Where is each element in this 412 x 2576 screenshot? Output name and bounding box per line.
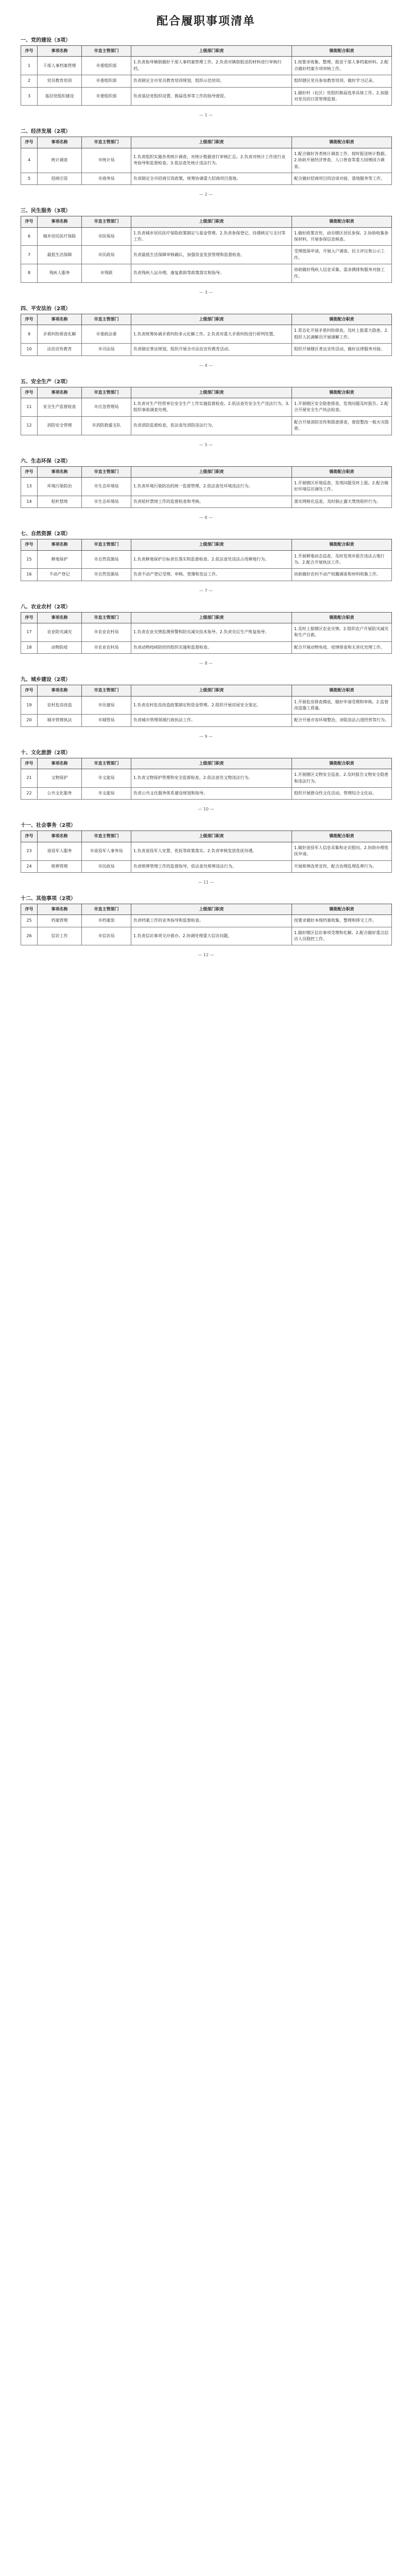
cell-name: 最低生活保障 [38, 246, 82, 264]
header-coop: 镇街配合职责 [292, 314, 392, 325]
header-coop: 镇街配合职责 [292, 46, 392, 57]
cell-dept: 市生态环境局 [82, 496, 131, 507]
page-number: — 3 — [199, 290, 213, 295]
cell-resp: 1.负责环境污染防治的统一监督管理。2.依法查处环境违法行为。 [131, 477, 292, 496]
header-seq: 序号 [21, 46, 38, 57]
cell-name: 基层党组织建设 [38, 87, 82, 106]
cell-resp: 1.负责城乡居民医疗保险政策制定与基金管理。2.负责参保登记、待遇核定与支付等工作。 [131, 227, 292, 246]
header-dept: 市直主管部门 [82, 46, 131, 57]
table-row [21, 148, 392, 173]
header-dept: 市直主管部门 [82, 466, 131, 477]
section-title: 二、经济发展（2项） [21, 129, 71, 135]
cell-resp: 1.负责统筹协调矛盾纠纷多元化解工作。2.负责对重大矛盾纠纷进行研判处置。 [131, 325, 292, 344]
cell-coop: 1.开展危房排查摸底，做好申请受理和审核。2.监督改造施工质量。 [292, 696, 392, 715]
cell-name: 招商引资 [38, 173, 82, 184]
cell-name: 农业防灾减灾 [38, 623, 82, 642]
table-row [21, 75, 392, 87]
table-row [21, 416, 392, 435]
header-coop: 镇街配合职责 [292, 831, 392, 842]
cell-coop: 1.及时上报辖区农业灾情。2.组织农户开展防灾减灾和生产自救。 [292, 623, 392, 642]
header-name: 事项名称 [38, 685, 82, 696]
header-name: 事项名称 [38, 137, 82, 148]
table-header-row [21, 831, 392, 842]
header-dept: 市直主管部门 [82, 539, 131, 550]
cell-coop: 1.做好村（社区）党组织换届选举具体工作。2.加强对党员的日常管理监督。 [292, 87, 392, 106]
table-row [21, 227, 392, 246]
cell-resp: 负责秸秆禁烧工作的监督检查和考核。 [131, 496, 292, 507]
cell-seq: 3 [21, 87, 38, 106]
cell-coop: 1.做好政策宣传，动员辖区居民参保。2.协助收集参保材料，开展参保信息核查。 [292, 227, 392, 246]
cell-resp: 负责基层党组织设置、换届选举等工作的指导督促。 [131, 87, 292, 106]
cell-name: 安全生产监督检查 [38, 398, 82, 416]
table-row [21, 57, 392, 75]
cell-resp: 1.负责对生产经营单位安全生产工作实施监督检查。2.依法查处安全生产违法行为。3.组织事故调查处理。 [131, 398, 292, 416]
cell-name: 党员教育培训 [38, 75, 82, 87]
cell-seq: 10 [21, 344, 38, 355]
header-resp: 上级部门职责 [131, 539, 292, 550]
cell-coop: 1.按要求收集、整理、报送干部人事档案材料。2.配合做好档案专项审核工作。 [292, 57, 392, 75]
cell-dept: 市档案馆 [82, 915, 131, 927]
cell-name: 秸秆禁烧 [38, 496, 82, 507]
section-title: 十一、社会事务（2项） [21, 823, 76, 829]
page-number: — 9 — [199, 734, 213, 739]
cell-dept: 市民政局 [82, 860, 131, 872]
table-row [21, 173, 392, 184]
table-header-row [21, 466, 392, 477]
header-coop: 镇街配合职责 [292, 216, 392, 227]
cell-resp: 负责制定全市招商引资政策，统筹协调重大招商项目落地。 [131, 173, 292, 184]
cell-resp: 1.负责信访事项交办督办。2.协调处理重大信访问题。 [131, 927, 292, 945]
sections-container [21, 36, 391, 957]
responsibility-table [21, 758, 392, 800]
header-resp: 上级部门职责 [131, 685, 292, 696]
cell-coop: 1.常态化开展矛盾纠纷排查，及时上报重大隐患。2.组织人民调解员开展调解工作。 [292, 325, 392, 344]
header-name: 事项名称 [38, 314, 82, 325]
header-coop: 镇街配合职责 [292, 539, 392, 550]
table-header-row [21, 758, 392, 769]
cell-name: 城乡居民医疗保险 [38, 227, 82, 246]
responsibility-table [21, 831, 392, 873]
cell-name: 矛盾纠纷排查化解 [38, 325, 82, 344]
cell-dept: 市委政法委 [82, 325, 131, 344]
table-header-row [21, 539, 392, 550]
responsibility-table [21, 314, 392, 356]
cell-resp: 1.负责指导镇街做好干部人事档案管理工作。2.负责对镇街报送的材料进行审核归档。 [131, 57, 292, 75]
cell-dept: 市应急管理局 [82, 398, 131, 416]
table-row [21, 787, 392, 799]
header-dept: 市直主管部门 [82, 685, 131, 696]
header-dept: 市直主管部门 [82, 137, 131, 148]
cell-seq: 26 [21, 927, 38, 945]
header-dept: 市直主管部门 [82, 758, 131, 769]
responsibility-table [21, 137, 392, 185]
cell-dept: 市农业农村局 [82, 641, 131, 653]
cell-name: 统计调查 [38, 148, 82, 173]
cell-coop: 1.开展辖区环境巡查，发现问题及时上报。2.配合做好环境信访调处工作。 [292, 477, 392, 496]
section-title: 七、自然资源（2项） [21, 531, 71, 537]
table-row [21, 398, 392, 416]
cell-resp: 负责消防监督检查，依法查处消防违法行为。 [131, 416, 292, 435]
cell-resp: 1.负责农村危房改造政策制定和资金管理。2.组织开展房屋安全鉴定。 [131, 696, 292, 715]
cell-seq: 9 [21, 325, 38, 344]
cell-seq: 16 [21, 569, 38, 581]
cell-seq: 7 [21, 246, 38, 264]
header-resp: 上级部门职责 [131, 904, 292, 914]
table-header-row [21, 387, 392, 398]
cell-coop: 1.做好辖区信访事项受理和化解。2.配合做好重点信访人员稳控工作。 [292, 927, 392, 945]
table-row [21, 641, 392, 653]
section-title: 五、安全生产（2项） [21, 379, 71, 385]
header-resp: 上级部门职责 [131, 831, 292, 842]
responsibility-table [21, 466, 392, 509]
cell-dept: 市自然资源局 [82, 550, 131, 569]
table-header-row [21, 216, 392, 227]
header-coop: 镇街配合职责 [292, 904, 392, 914]
cell-coop: 1.做好退役军人信息采集和走访慰问。2.协助办理优抚申请。 [292, 842, 392, 860]
header-dept: 市直主管部门 [82, 314, 131, 325]
cell-name: 干部人事档案管理 [38, 57, 82, 75]
cell-name: 耕地保护 [38, 550, 82, 569]
page-number: — 4 — [199, 363, 213, 368]
responsibility-table [21, 612, 392, 654]
cell-seq: 25 [21, 915, 38, 927]
cell-coop: 组织开展群众性文化活动，管理综合文化站。 [292, 787, 392, 799]
header-seq: 序号 [21, 387, 38, 398]
table-header-row [21, 314, 392, 325]
header-coop: 镇街配合职责 [292, 685, 392, 696]
table-row [21, 496, 392, 507]
responsibility-table [21, 904, 392, 946]
cell-name: 城市管理执法 [38, 715, 82, 726]
cell-resp: 负责制定普法规划，组织开展全市法治宣传教育活动。 [131, 344, 292, 355]
document-title: 配合履职事项清单 [156, 14, 255, 28]
header-name: 事项名称 [38, 904, 82, 914]
header-coop: 镇街配合职责 [292, 137, 392, 148]
header-seq: 序号 [21, 758, 38, 769]
cell-seq: 13 [21, 477, 38, 496]
page-number: — 5 — [199, 442, 213, 447]
cell-seq: 18 [21, 641, 38, 653]
cell-name: 档案管理 [38, 915, 82, 927]
cell-seq: 14 [21, 496, 38, 507]
header-name: 事项名称 [38, 539, 82, 550]
cell-dept: 市文旅局 [82, 769, 131, 788]
header-dept: 市直主管部门 [82, 904, 131, 914]
header-dept: 市直主管部门 [82, 216, 131, 227]
cell-resp: 1.负责组织实施各类统计调查，对统计数据进行审核汇总。2.负责对统计工作进行业务指导和监督检查。3.依法查处统计违法行为。 [131, 148, 292, 173]
header-name: 事项名称 [38, 46, 82, 57]
cell-name: 殡葬管理 [38, 860, 82, 872]
cell-seq: 4 [21, 148, 38, 173]
cell-name: 动物防疫 [38, 641, 82, 653]
header-seq: 序号 [21, 539, 38, 550]
table-row [21, 696, 392, 715]
cell-name: 公共文化服务 [38, 787, 82, 799]
cell-dept: 市医保局 [82, 227, 131, 246]
section-title: 八、农业农村（2项） [21, 604, 71, 610]
table-row [21, 325, 392, 344]
cell-coop: 配合开展动物免疫、疫情排查和无害化处理工作。 [292, 641, 392, 653]
header-resp: 上级部门职责 [131, 216, 292, 227]
cell-seq: 15 [21, 550, 38, 569]
cell-resp: 负责档案工作的业务指导和监督检查。 [131, 915, 292, 927]
page-number: — 1 — [199, 113, 213, 118]
cell-coop: 配合做好招商项目的洽谈对接、落地服务等工作。 [292, 173, 392, 184]
cell-resp: 1.负责文物保护管理和安全监督检查。2.依法查处文物违法行为。 [131, 769, 292, 788]
cell-name: 信访工作 [38, 927, 82, 945]
cell-resp: 负责残疾人证办理、康复救助等政策落实和指导。 [131, 264, 292, 283]
cell-coop: 1.开展辖区安全隐患排查，发现问题及时报告。2.配合开展安全生产执法检查。 [292, 398, 392, 416]
cell-resp: 负责不动产登记受理、审核、登簿和发证工作。 [131, 569, 292, 581]
table-header-row [21, 137, 392, 148]
cell-coop: 组织辖区党员参加教育培训，做好学习记录。 [292, 75, 392, 87]
table-row [21, 550, 392, 569]
header-resp: 上级部门职责 [131, 314, 292, 325]
header-coop: 镇街配合职责 [292, 612, 392, 623]
header-coop: 镇街配合职责 [292, 387, 392, 398]
cell-dept: 市城管局 [82, 715, 131, 726]
cell-coop: 按要求做好本级档案收集、整理和移交工作。 [292, 915, 392, 927]
cell-dept: 市司法局 [82, 344, 131, 355]
cell-dept: 市商务局 [82, 173, 131, 184]
cell-resp: 负责城市管理领域行政执法工作。 [131, 715, 292, 726]
cell-dept: 市消防救援支队 [82, 416, 131, 435]
header-seq: 序号 [21, 466, 38, 477]
header-name: 事项名称 [38, 831, 82, 842]
section-title: 十二、其他事项（2项） [21, 895, 76, 902]
cell-seq: 24 [21, 860, 38, 872]
document-page [0, 0, 412, 982]
cell-coop: 配合开展消防宣传和隐患排查，督促整改一般火灾隐患。 [292, 416, 392, 435]
header-resp: 上级部门职责 [131, 466, 292, 477]
header-name: 事项名称 [38, 758, 82, 769]
table-header-row [21, 612, 392, 623]
cell-dept: 市残联 [82, 264, 131, 283]
table-row [21, 769, 392, 788]
cell-resp: 负责制定全市党员教育培训规划，组织示范培训。 [131, 75, 292, 87]
cell-dept: 市生态环境局 [82, 477, 131, 496]
header-seq: 序号 [21, 685, 38, 696]
cell-dept: 市自然资源局 [82, 569, 131, 581]
header-dept: 市直主管部门 [82, 831, 131, 842]
header-resp: 上级部门职责 [131, 46, 292, 57]
cell-coop: 协助做好残疾人信息采集、需求摸排和服务对接工作。 [292, 264, 392, 283]
cell-dept: 市民政局 [82, 246, 131, 264]
cell-seq: 11 [21, 398, 38, 416]
cell-coop: 协助做好农村不动产权籍调查和材料收集工作。 [292, 569, 392, 581]
table-row [21, 715, 392, 726]
cell-resp: 1.负责退役军人安置、优抚等政策落实。2.负责审核发放优抚待遇。 [131, 842, 292, 860]
cell-name: 不动产登记 [38, 569, 82, 581]
cell-name: 法治宣传教育 [38, 344, 82, 355]
table-header-row [21, 685, 392, 696]
header-name: 事项名称 [38, 216, 82, 227]
table-row [21, 477, 392, 496]
responsibility-table [21, 685, 392, 727]
header-name: 事项名称 [38, 387, 82, 398]
header-seq: 序号 [21, 314, 38, 325]
header-seq: 序号 [21, 831, 38, 842]
cell-resp: 1.负责农业灾情监测预警和防灾减灾技术指导。2.负责灾后生产恢复指导。 [131, 623, 292, 642]
cell-name: 农村危房改造 [38, 696, 82, 715]
header-resp: 上级部门职责 [131, 612, 292, 623]
page-number: — 11 — [198, 879, 214, 885]
cell-seq: 17 [21, 623, 38, 642]
table-row [21, 246, 392, 264]
cell-seq: 1 [21, 57, 38, 75]
cell-dept: 市委组织部 [82, 75, 131, 87]
cell-dept: 市委组织部 [82, 87, 131, 106]
responsibility-table [21, 387, 392, 435]
cell-dept: 市住建局 [82, 696, 131, 715]
cell-coop: 开展殡葬改革宣传，配合治理乱埋乱葬行为。 [292, 860, 392, 872]
table-row [21, 842, 392, 860]
page-number: — 12 — [198, 953, 214, 958]
header-resp: 上级部门职责 [131, 387, 292, 398]
header-seq: 序号 [21, 904, 38, 914]
header-name: 事项名称 [38, 466, 82, 477]
cell-resp: 负责公共文化服务体系建设规划和指导。 [131, 787, 292, 799]
page-number: — 7 — [199, 588, 213, 593]
cell-seq: 21 [21, 769, 38, 788]
header-seq: 序号 [21, 137, 38, 148]
responsibility-table [21, 539, 392, 581]
cell-seq: 6 [21, 227, 38, 246]
section-title: 一、党的建设（3项） [21, 38, 71, 43]
header-name: 事项名称 [38, 612, 82, 623]
header-dept: 市直主管部门 [82, 612, 131, 623]
cell-seq: 12 [21, 416, 38, 435]
responsibility-table [21, 45, 392, 106]
section-title: 十、文化旅游（2项） [21, 750, 71, 756]
table-row [21, 569, 392, 581]
cell-resp: 负责动物疫病防控的组织实施和监督检查。 [131, 641, 292, 653]
section-title: 四、平安法治（2项） [21, 306, 71, 312]
page-number: — 10 — [198, 807, 214, 812]
cell-seq: 22 [21, 787, 38, 799]
cell-name: 退役军人服务 [38, 842, 82, 860]
cell-coop: 1.配合做好各类统计调查工作，按时报送统计数据。2.协助开展经济普查、人口普查等重大国情国力调查。 [292, 148, 392, 173]
cell-resp: 负责殡葬管理工作的监督指导，依法查处殡葬违法行为。 [131, 860, 292, 872]
cell-coop: 1.开展耕地动态巡查，及时发现并报告违法占地行为。2.配合开展执法工作。 [292, 550, 392, 569]
cell-dept: 市退役军人事务局 [82, 842, 131, 860]
cell-seq: 20 [21, 715, 38, 726]
cell-dept: 市统计局 [82, 148, 131, 173]
cell-dept: 市文旅局 [82, 787, 131, 799]
header-resp: 上级部门职责 [131, 758, 292, 769]
cell-coop: 组织开展辖区普法宣传活动，做好法律服务对接。 [292, 344, 392, 355]
cell-dept: 市农业农村局 [82, 623, 131, 642]
section-title: 三、民生服务（3项） [21, 208, 71, 214]
table-header-row [21, 46, 392, 57]
cell-coop: 配合开展市容环境整治，劝阻违法占道经营等行为。 [292, 715, 392, 726]
header-seq: 序号 [21, 612, 38, 623]
header-coop: 镇街配合职责 [292, 466, 392, 477]
cell-dept: 市信访局 [82, 927, 131, 945]
cell-name: 消防安全管理 [38, 416, 82, 435]
section-title: 九、城乡建设（2项） [21, 677, 71, 683]
header-coop: 镇街配合职责 [292, 758, 392, 769]
header-dept: 市直主管部门 [82, 387, 131, 398]
cell-coop: 受理低保申请，开展入户调查、民主评议和公示工作。 [292, 246, 392, 264]
cell-name: 环境污染防治 [38, 477, 82, 496]
page-number: — 8 — [199, 661, 213, 666]
table-row [21, 915, 392, 927]
table-row [21, 927, 392, 945]
table-row [21, 344, 392, 355]
header-seq: 序号 [21, 216, 38, 227]
cell-dept: 市委组织部 [82, 57, 131, 75]
cell-seq: 5 [21, 173, 38, 184]
cell-resp: 1.负责耕地保护目标责任落实和监督检查。2.依法查处违法占用耕地行为。 [131, 550, 292, 569]
page-number: — 2 — [199, 192, 213, 197]
page-number: — 6 — [199, 515, 213, 520]
responsibility-table [21, 216, 392, 283]
header-resp: 上级部门职责 [131, 137, 292, 148]
table-row [21, 87, 392, 106]
cell-resp: 负责最低生活保障审核确认，加强资金发放管理和监督检查。 [131, 246, 292, 264]
section-title: 六、生态环保（2项） [21, 458, 71, 464]
cell-seq: 23 [21, 842, 38, 860]
cell-coop: 落实网格化巡查，及时制止露天焚烧秸秆行为。 [292, 496, 392, 507]
table-row [21, 860, 392, 872]
cell-coop: 1.开展辖区文物安全巡查。2.及时报告文物安全隐患和违法行为。 [292, 769, 392, 788]
cell-name: 文物保护 [38, 769, 82, 788]
table-row [21, 623, 392, 642]
cell-seq: 2 [21, 75, 38, 87]
cell-seq: 19 [21, 696, 38, 715]
cell-name: 残疾人服务 [38, 264, 82, 283]
table-header-row [21, 904, 392, 914]
cell-seq: 8 [21, 264, 38, 283]
table-row [21, 264, 392, 283]
